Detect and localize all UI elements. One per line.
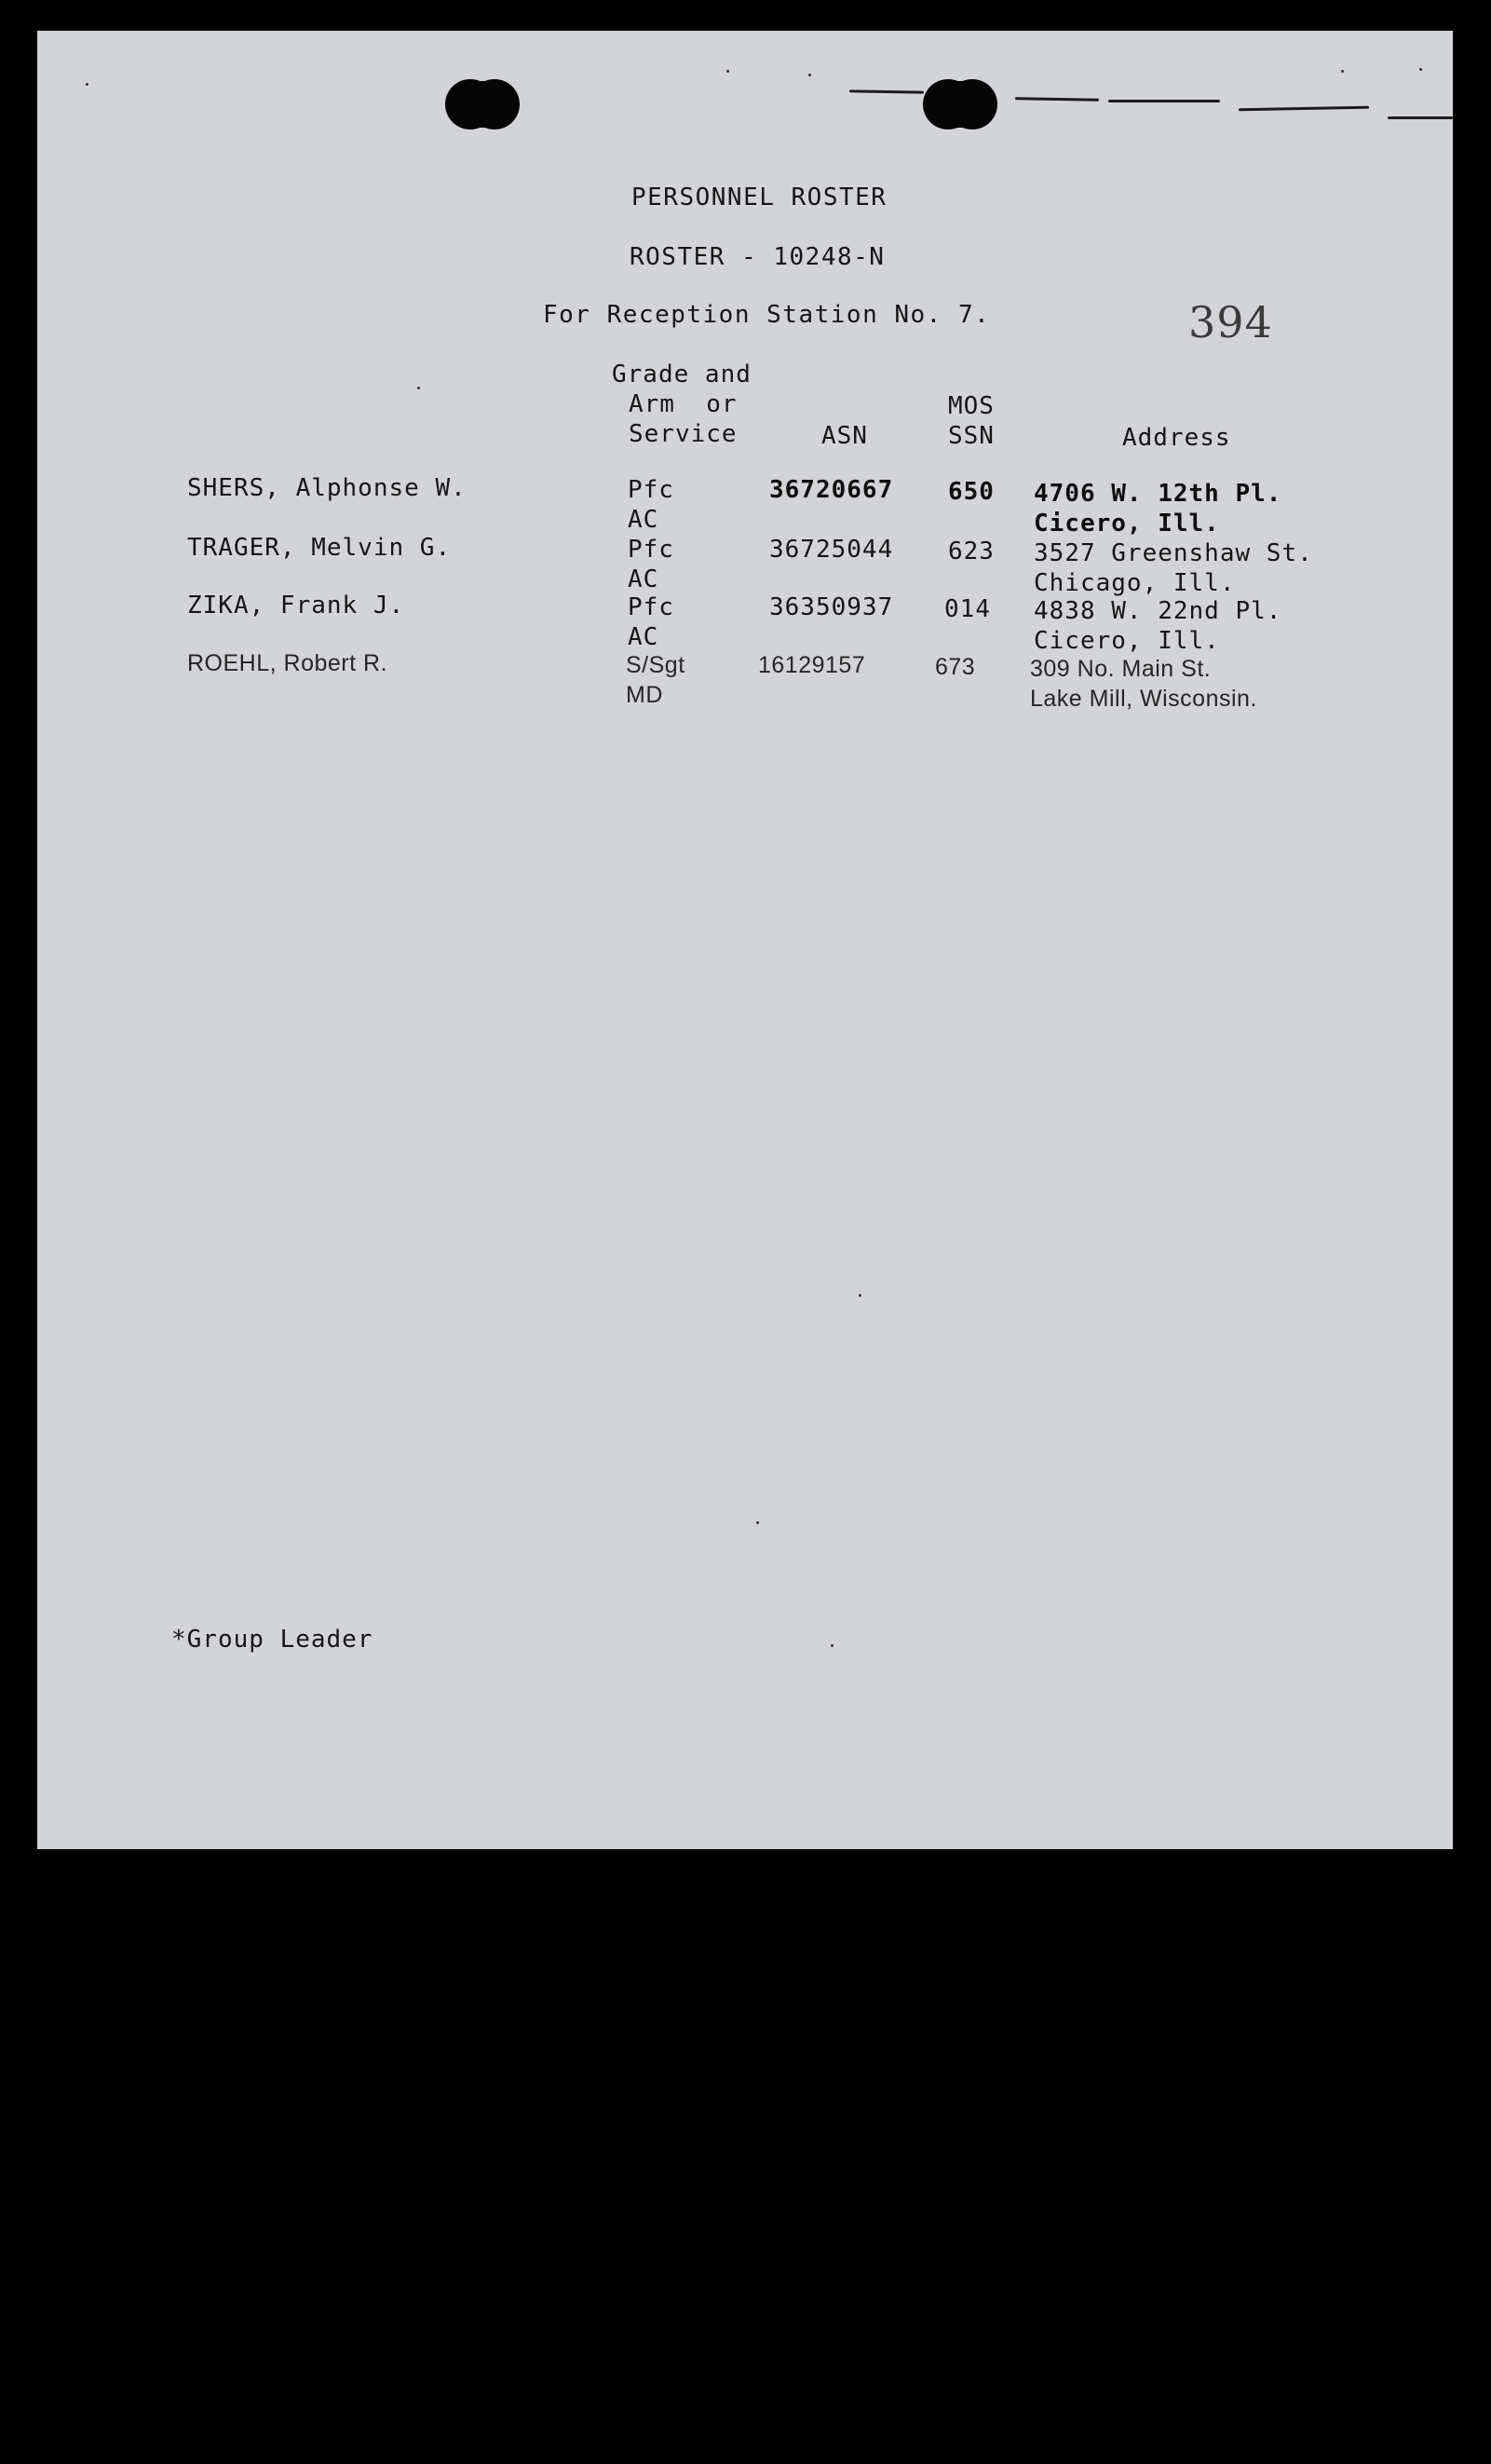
- table-row-asn: 16129157: [758, 652, 866, 678]
- table-row-asn: 36720667: [769, 476, 894, 504]
- table-row-asn: 36350937: [769, 593, 894, 621]
- table-row-grade: Pfc: [628, 476, 674, 504]
- column-header-grade-line2: Arm or: [629, 390, 738, 418]
- punch-hole-right: [925, 81, 996, 128]
- column-header-grade-line1: Grade and: [612, 361, 752, 388]
- table-row-name: TRAGER, Melvin G.: [187, 534, 452, 562]
- table-row-address-line1: 4838 W. 22nd Pl.: [1034, 597, 1282, 625]
- table-row-arm: AC: [628, 623, 659, 651]
- table-row-name: SHERS, Alphonse W.: [187, 474, 467, 502]
- column-header-grade-line3: Service: [629, 420, 738, 448]
- scan-scratch: [1388, 116, 1453, 119]
- table-row-address-line2: Chicago, Ill.: [1034, 569, 1236, 597]
- column-header-asn: ASN: [821, 422, 868, 450]
- scan-speck: [756, 1521, 759, 1524]
- scan-scratch: [1108, 100, 1220, 102]
- column-header-address: Address: [1122, 424, 1231, 452]
- table-row-grade: Pfc: [628, 593, 674, 621]
- scan-speck: [417, 387, 420, 389]
- table-row-name: ROEHL, Robert R.: [187, 650, 388, 676]
- scan-speck: [831, 1644, 834, 1647]
- document-page: [37, 31, 1453, 1849]
- table-row-grade: S/Sgt: [626, 652, 685, 678]
- station-line: For Reception Station No. 7.: [543, 301, 991, 329]
- table-row-mos: 650: [948, 478, 995, 506]
- scan-speck: [1341, 70, 1344, 73]
- table-row-address-line2: Cicero, Ill.: [1034, 510, 1220, 538]
- scan-speck: [808, 74, 811, 76]
- table-row-address-line2: Cicero, Ill.: [1034, 627, 1220, 655]
- table-row-arm: AC: [628, 565, 659, 593]
- table-row-mos: 623: [948, 538, 995, 565]
- footnote-group-leader: *Group Leader: [171, 1626, 373, 1654]
- table-row-mos: 673: [935, 654, 976, 680]
- scan-scratch: [1239, 106, 1369, 111]
- scan-scratch: [1015, 97, 1099, 102]
- table-row-name: ZIKA, Frank J.: [187, 592, 405, 619]
- stamp-number: 394: [1188, 297, 1273, 347]
- document-title: PERSONNEL ROSTER: [631, 184, 888, 211]
- table-row-address-line1: 3527 Greenshaw St.: [1034, 539, 1313, 567]
- scan-speck: [1419, 68, 1422, 71]
- scan-scratch: [849, 89, 924, 93]
- table-row-address-line2: Lake Mill, Wisconsin.: [1030, 686, 1257, 712]
- scan-speck: [859, 1294, 861, 1297]
- table-row-address-line1: 4706 W. 12th Pl.: [1034, 480, 1282, 508]
- table-row-arm: AC: [628, 506, 659, 534]
- table-row-arm: MD: [626, 682, 663, 708]
- scan-speck: [86, 83, 88, 86]
- table-row-asn: 36725044: [769, 536, 894, 564]
- scan-speck: [726, 70, 729, 73]
- roster-number: ROSTER - 10248-N: [630, 243, 886, 271]
- column-header-ssn: SSN: [948, 422, 995, 450]
- punch-hole-left: [447, 81, 518, 128]
- table-row-mos: 014: [944, 595, 991, 623]
- column-header-mos: MOS: [948, 392, 995, 420]
- table-row-grade: Pfc: [628, 536, 674, 564]
- table-row-address-line1: 309 No. Main St.: [1030, 656, 1212, 682]
